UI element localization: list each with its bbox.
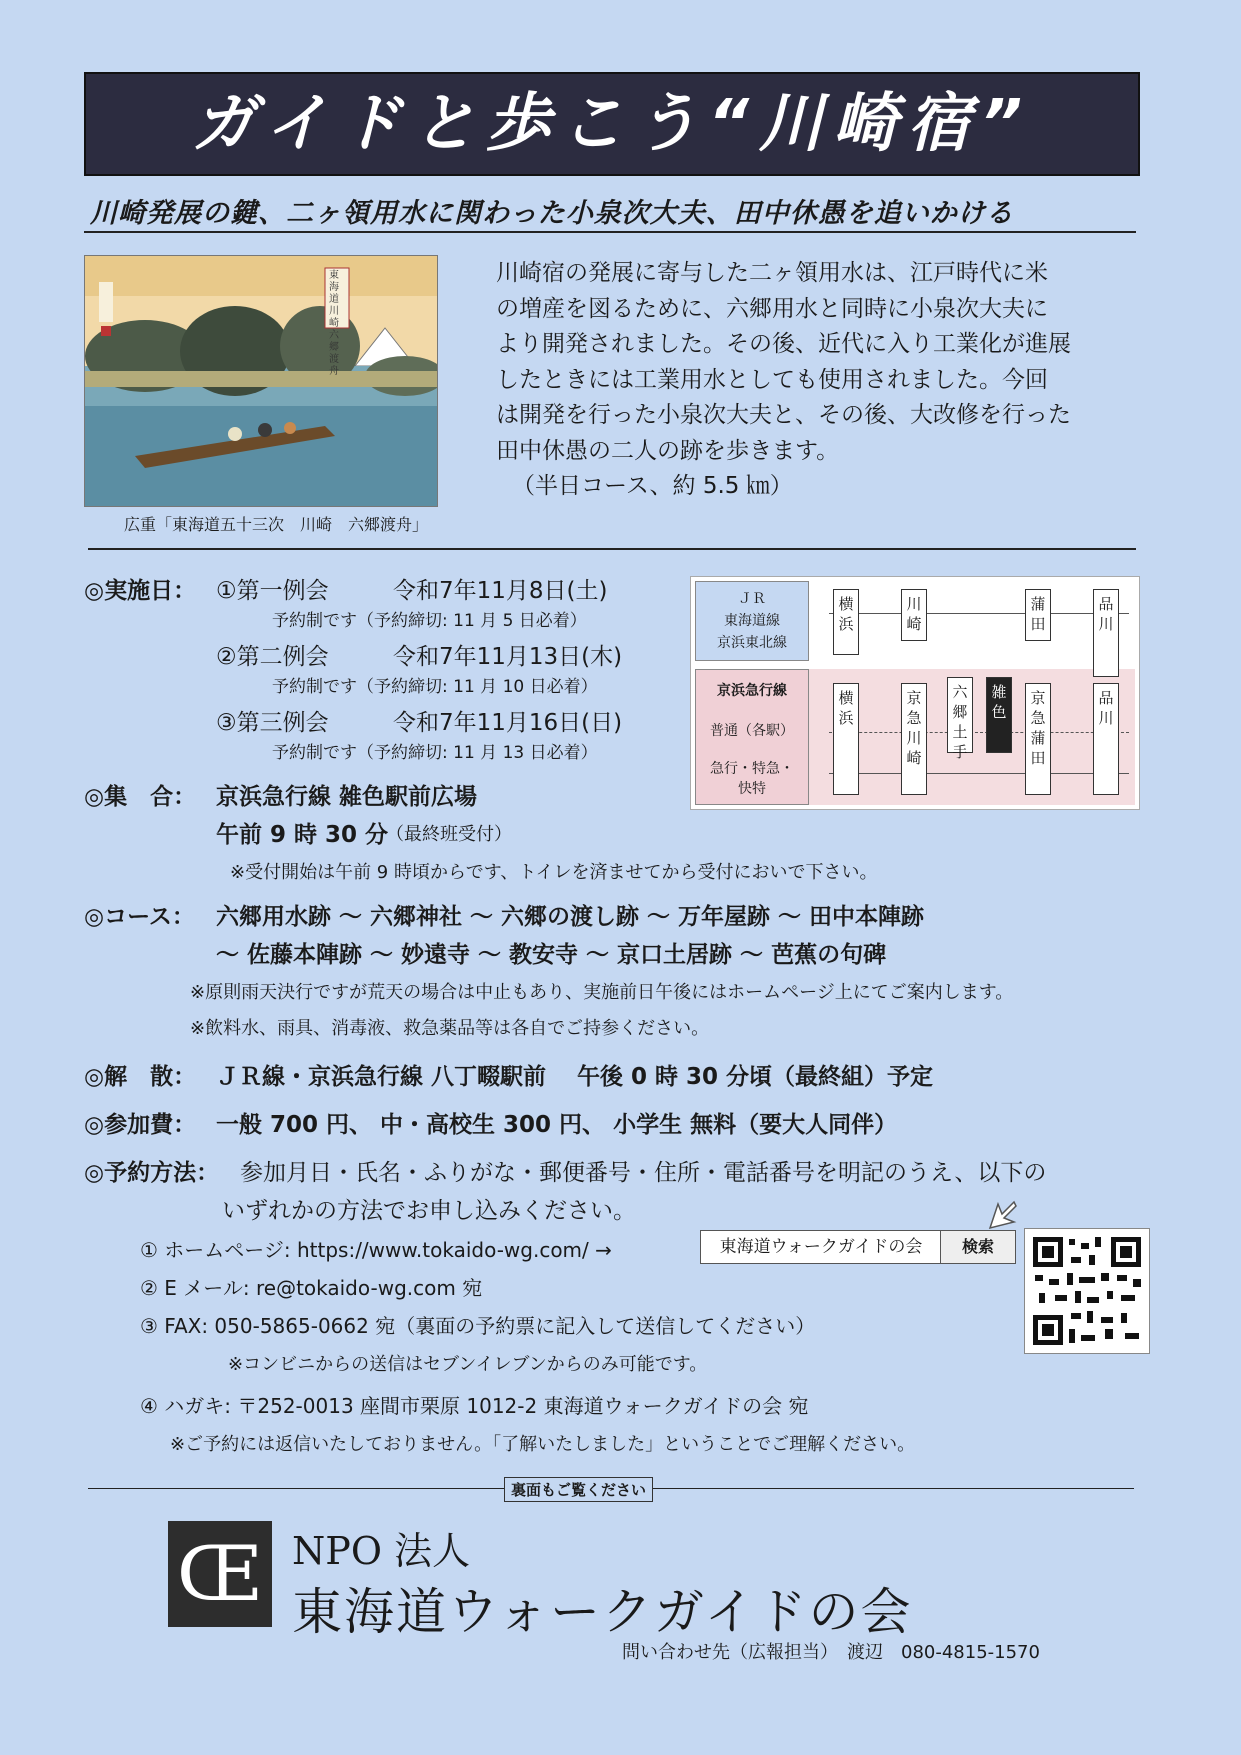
intro-text: [496, 256, 1116, 505]
express-train-label: 急行・特急・: [710, 761, 794, 777]
reservation-instructions-1: 参加月日・氏名・ふりがな・郵便番号・住所・電話番号を明記のうえ、以下の: [240, 1160, 1047, 1186]
route-map: [690, 576, 1140, 810]
organization-logo: [168, 1521, 272, 1627]
session-2-note: 予約制です（予約締切: 11 月 10 日必着）: [272, 677, 598, 697]
intro-line: より開発されました。その後、近代に入り工業化が進展: [496, 331, 1071, 357]
course-label: ◎コース：: [84, 904, 195, 930]
station-zoshiki: 雑色: [986, 677, 1012, 753]
pointer-arrow-icon: [984, 1198, 1020, 1234]
intro-line: 川崎宿の発展に寄与した二ヶ領用水は、江戸時代に米: [496, 260, 1048, 286]
dismiss-label: ◎解 散：: [84, 1064, 197, 1090]
reply-note: ※ご予約には返信いたしておりません。「了解いたしました」ということでご理解ください。: [170, 1434, 916, 1455]
reserve-postcard: ④ ハガキ: 〒252-0013 座間市栗原 1012-2 東海道ウォークガイドの会 宛: [140, 1394, 809, 1418]
station-keikyu-shinagawa: 品川: [1093, 683, 1119, 795]
page-title: ガイドと歩こう“川崎宿”: [84, 72, 1140, 176]
session-3-name: ③第三例会: [216, 710, 329, 736]
meeting-time: 午前 9 時 30 分: [216, 822, 389, 848]
fee-label: ◎参加費：: [84, 1112, 197, 1138]
session-3-note: 予約制です（予約締切: 11 月 13 日必着）: [272, 743, 598, 763]
qr-code[interactable]: [1024, 1228, 1150, 1354]
reserve-email: ② E メール: re@tokaido-wg.com 宛: [140, 1276, 483, 1300]
station-rokugo-dote: 六郷土手: [947, 677, 973, 753]
jr-header-line: 京浜東北線: [717, 635, 787, 651]
local-train-label: 普通（各駅）: [710, 723, 794, 739]
back-page-notice: 裏面もご覧ください: [504, 1477, 653, 1502]
section-divider: [88, 548, 1136, 550]
express-train-label: 快特: [738, 781, 766, 797]
jr-header-line: ＪＲ: [738, 591, 766, 607]
logo-mark: Œ: [176, 1529, 264, 1618]
dismiss-text: ＪＲ線・京浜急行線 八丁畷駅前 午後 0 時 30 分頃（最終組）予定: [216, 1064, 934, 1090]
intro-line: 田中休愚の二人の跡を歩きます。: [496, 437, 840, 464]
station-jr-kamata: 蒲田: [1025, 589, 1051, 641]
session-3-date: 令和7年11月16日(日): [393, 710, 623, 736]
npo-label: NPO 法人: [292, 1529, 471, 1573]
fax-note: ※コンビニからの送信はセブンイレブンからのみ可能です。: [228, 1354, 708, 1375]
course-length: （半日コース、約 5.5 ㎞）: [512, 473, 793, 499]
painting-caption: 広重「東海道五十三次 川崎 六郷渡舟」: [124, 515, 429, 534]
meeting-note: ※受付開始は午前 9 時頃からです、トイレを済ませてから受付においで下さい。: [230, 862, 878, 883]
session-1-name: ①第一例会: [216, 578, 329, 604]
subtitle: 川崎発展の鍵、二ヶ領用水に関わった小泉次大夫、田中休愚を追いかける: [90, 198, 1014, 229]
belongings-note: ※飲料水、雨具、消毒液、救急薬品等は各自でご持参ください。: [190, 1018, 710, 1039]
keikyu-line-header: [695, 669, 809, 805]
reservation-label: ◎予約方法：: [84, 1160, 220, 1186]
course-route-2: ～ 佐藤本陣跡 ～ 妙遠寺 ～ 教安寺 ～ 京口土居跡 ～ 芭蕉の句碑: [216, 942, 887, 968]
ukiyoe-painting: [84, 255, 438, 507]
station-jr-shinagawa: 品川: [1093, 589, 1119, 677]
course-route-1: 六郷用水跡 ～ 六郷神社 ～ 六郷の渡し跡 ～ 万年屋跡 ～ 田中本陣跡: [216, 904, 925, 930]
station-keikyu-yokohama: 横浜: [833, 683, 859, 795]
schedule-label: ◎実施日：: [84, 578, 197, 604]
intro-line: は開発を行った小泉次大夫と、その後、大改修を行った: [496, 402, 1071, 428]
search-query-box[interactable]: 東海道ウォークガイドの会: [700, 1230, 942, 1264]
station-keikyu-kamata: 京急蒲田: [1025, 683, 1051, 795]
fee-text: 一般 700 円、 中・高校生 300 円、 小学生 無料（要大人同伴）: [216, 1112, 898, 1138]
organization-name: 東海道ウォークガイドの会: [292, 1583, 913, 1641]
reservation-instructions-2: いずれかの方法でお申し込みください。: [222, 1198, 636, 1224]
search-button[interactable]: 検索: [940, 1230, 1016, 1264]
reserve-web: ① ホームページ: https://www.tokaido-wg.com/ →: [140, 1238, 612, 1262]
intro-line: の増産を図るために、六郷用水と同時に小泉次大夫に: [496, 295, 1048, 322]
station-jr-yokohama: 横浜: [833, 589, 859, 655]
keikyu-express-track: [829, 773, 1129, 774]
session-1-date: 令和7年11月8日(土): [393, 578, 608, 604]
keikyu-local-track: [829, 732, 1129, 733]
session-2-name: ②第二例会: [216, 644, 329, 670]
contact-info: 問い合わせ先（広報担当） 渡辺 080-4815-1570: [622, 1642, 1040, 1663]
painting-title-cartouche: 東海道 川崎 六郷渡舟: [329, 270, 339, 377]
station-keikyu-kawasaki: 京急川崎: [901, 683, 927, 795]
reserve-fax: ③ FAX: 050-5865-0662 宛（裏面の予約票に記入して送信してください）: [140, 1314, 816, 1338]
session-1-note: 予約制です（予約締切: 11 月 5 日必着）: [272, 611, 587, 631]
intro-line: したときには工業用水としても使用されました。今回: [496, 366, 1048, 393]
meeting-place: 京浜急行線 雑色駅前広場: [216, 784, 478, 810]
session-2-date: 令和7年11月13日(木): [393, 644, 623, 670]
weather-note: ※原則雨天決行ですが荒天の場合は中止もあり、実施前日午後にはホームページ上にてご案内します。: [190, 982, 1014, 1003]
jr-track: [829, 613, 1129, 614]
jr-line-header: [695, 581, 809, 661]
meeting-time-note: （最終班受付）: [386, 824, 512, 845]
subtitle-underline: [84, 231, 1136, 233]
station-jr-kawasaki: 川崎: [901, 589, 927, 641]
keikyu-name: 京浜急行線: [717, 683, 787, 699]
jr-header-line: 東海道線: [724, 613, 780, 629]
meeting-label: ◎集 合：: [84, 784, 197, 810]
